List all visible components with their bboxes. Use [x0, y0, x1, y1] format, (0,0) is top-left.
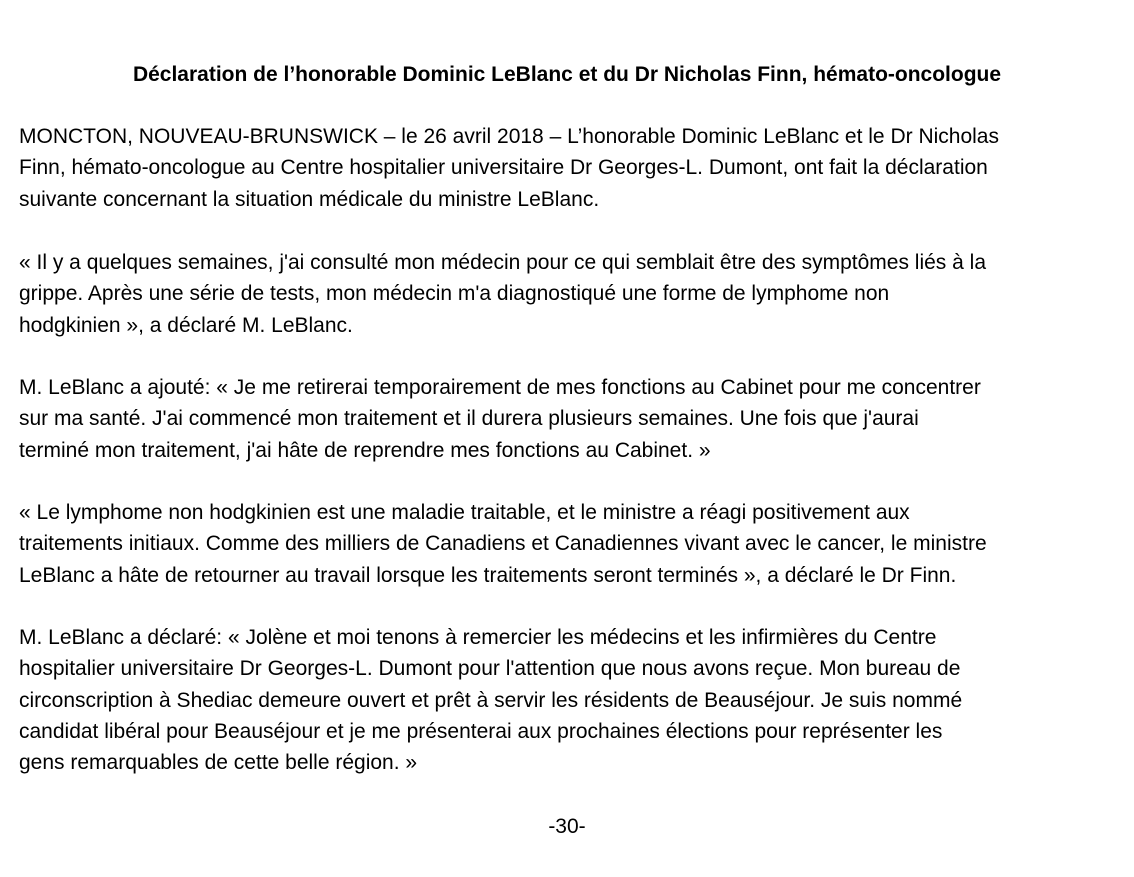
paragraph-line: candidat libéral pour Beauséjour et je me présenterai aux prochaines élections pour représenter les	[19, 719, 943, 743]
end-mark: -30-	[548, 815, 586, 838]
paragraph-line: LeBlanc a hâte de retourner au travail lorsque les traitements seront terminés », a déclaré le Dr Finn.	[19, 563, 957, 587]
paragraph-quote-leblanc-thanks	[19, 622, 1119, 778]
paragraph-line: « Il y a quelques semaines, j'ai consulté mon médecin pour ce qui semblait être des symptômes liés à la	[19, 251, 986, 274]
paragraph-quote-leblanc-diagnosis	[19, 247, 1119, 341]
paragraph-line: hospitalier universitaire Dr Georges-L. Dumont pour l'attention que nous avons reçue. Mon bureau de	[19, 657, 961, 681]
paragraph-quote-dr-finn	[19, 497, 1119, 591]
paragraph-dateline	[19, 121, 1119, 215]
paragraph-line: hodgkinien », a déclaré M. LeBlanc.	[19, 313, 353, 337]
paragraph-line: terminé mon traitement, j'ai hâte de reprendre mes fonctions au Cabinet. »	[19, 438, 711, 462]
paragraph-line: grippe. Après une série de tests, mon médecin m'a diagnostiqué une forme de lymphome non	[19, 282, 890, 306]
paragraph-line: gens remarquables de cette belle région. »	[19, 751, 418, 775]
paragraph-line: M. LeBlanc a déclaré: « Jolène et moi tenons à remercier les médecins et les infirmières du Centre	[19, 626, 937, 649]
paragraph-line: sur ma santé. J'ai commencé mon traitement et il durera plusieurs semaines. Une fois que j'aurai	[19, 407, 919, 431]
paragraph-line: « Le lymphome non hodgkinien est une maladie traitable, et le ministre a réagi positivement aux	[19, 501, 910, 524]
paragraph-line: MONCTON, NOUVEAU-BRUNSWICK – le 26 avril 2018 – L’honorable Dominic LeBlanc et le Dr Nicholas	[19, 125, 999, 148]
paragraph-line: Finn, hémato-oncologue au Centre hospitalier universitaire Dr Georges-L. Dumont, ont fait la déclaration	[19, 156, 988, 180]
paragraph-line: suivante concernant la situation médicale du ministre LeBlanc.	[19, 187, 600, 211]
paragraph-line: circonscription à Shediac demeure ouvert et prêt à servir les résidents de Beauséjour. Je suis nommé	[19, 688, 963, 712]
paragraph-line: M. LeBlanc a ajouté: « Je me retirerai temporairement de mes fonctions au Cabinet pour me concentrer	[19, 376, 981, 399]
paragraph-line: traitements initiaux. Comme des milliers de Canadiens et Canadiennes vivant avec le cancer, le ministre	[19, 532, 987, 556]
document-title: Déclaration de l’honorable Dominic LeBlanc et du Dr Nicholas Finn, hémato-oncologue	[132, 63, 1002, 86]
paragraph-quote-leblanc-cabinet	[19, 372, 1119, 466]
